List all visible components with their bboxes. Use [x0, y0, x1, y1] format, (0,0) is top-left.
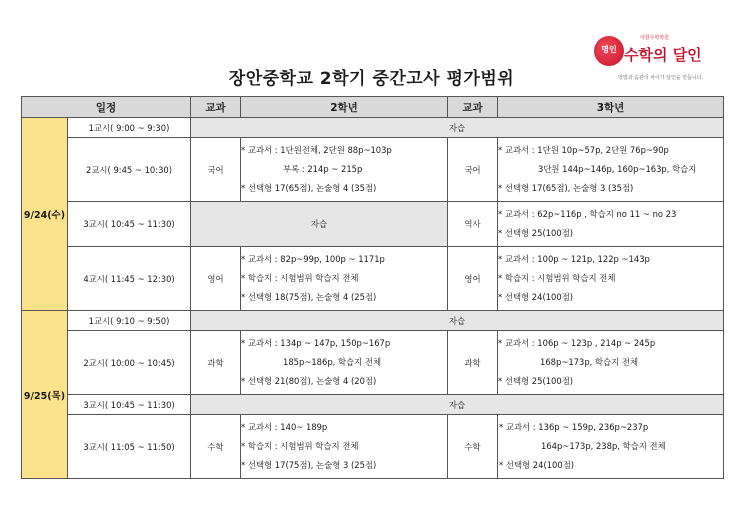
- range-line: * 교과서 : 82p~99p, 100p ~ 1171p: [241, 254, 385, 264]
- self-study: 자습: [191, 311, 724, 331]
- range-g3: [498, 202, 724, 247]
- subject-g3: 국어: [448, 138, 498, 202]
- period-label: 2교시( 10:00 ~ 10:45): [68, 331, 191, 395]
- subject-g2: 국어: [191, 138, 241, 202]
- table-row: [22, 331, 724, 395]
- range-line: * 교과서 : 134p ~ 147p, 150p~167p: [241, 338, 391, 348]
- header-grade3: 3학년: [498, 97, 724, 118]
- self-study: 자습: [191, 395, 724, 415]
- range-line: * 교과서 : 62p~116p , 학습지 no 11 ~ no 23: [498, 209, 677, 219]
- range-line: * 선택형 25(100점): [498, 228, 574, 238]
- range-line: * 선택형 17(65점), 논술형 4 (35점): [241, 183, 377, 193]
- range-line: * 교과서 : 106p ~ 123p , 214p ~ 245p: [498, 338, 656, 348]
- range-g3: [498, 138, 724, 202]
- range-line: * 학습지 : 시험범위 학습지 전체: [241, 441, 359, 451]
- period-label: 3교시( 10:45 ~ 11:30): [68, 395, 191, 415]
- range-line: * 교과서 : 100p ~ 121p, 122p ~143p: [498, 254, 650, 264]
- range-line: 185p~186p, 학습지 전체: [283, 357, 382, 367]
- range-line: * 교과서 : 1단원전체, 2단원 88p~103p: [241, 145, 392, 155]
- range-g2: [241, 331, 448, 395]
- range-line: * 교과서 : 140~ 189p: [241, 422, 328, 432]
- header-subject-g2: 교과: [191, 97, 241, 118]
- period-label: 1교시( 9:10 ~ 9:50): [68, 311, 191, 331]
- range-g2: [241, 247, 448, 311]
- period-label: 1교시( 9:00 ~ 9:30): [68, 118, 191, 138]
- range-line: * 선택형 17(75점), 논술형 3 (25점): [241, 460, 377, 470]
- range-g2: [241, 415, 448, 479]
- exam-date: 9/24(수): [22, 118, 68, 311]
- header-grade2: 2학년: [241, 97, 448, 118]
- period-label: 2교시( 9:45 ~ 10:30): [68, 138, 191, 202]
- range-line: * 교과서 : 1단원 10p~57p, 2단원 76p~90p: [498, 145, 669, 155]
- range-g3: [498, 331, 724, 395]
- logo-small-text: 이한수학학원: [640, 35, 669, 41]
- range-line: * 선택형 24(100점): [498, 292, 574, 302]
- table-row: [22, 247, 724, 311]
- self-study: 자습: [191, 118, 724, 138]
- exam-schedule-table: [21, 96, 724, 479]
- range-g3: [498, 247, 724, 311]
- logo-brand: 수학의 달인: [624, 46, 702, 64]
- range-line: * 선택형 17(65점), 논술형 3 (35점): [498, 183, 634, 193]
- subject-g2: 영어: [191, 247, 241, 311]
- table-row: [22, 415, 724, 479]
- period-label: 3교시( 10:45 ~ 11:30): [68, 202, 191, 247]
- range-g3: [498, 415, 724, 479]
- range-line: 부록 : 214p ~ 215p: [283, 164, 363, 174]
- table-row: [22, 311, 724, 331]
- subject-g2: 과학: [191, 331, 241, 395]
- subject-g2: 수학: [191, 415, 241, 479]
- range-g2: [241, 138, 448, 202]
- range-line: 3단원 144p~146p, 160p~163p, 학습지: [538, 164, 697, 174]
- period-label: 3교시( 11:05 ~ 11:50): [68, 415, 191, 479]
- range-line: * 선택형 24(100점): [499, 460, 575, 470]
- table-row: [22, 202, 724, 247]
- subject-g3: 과학: [448, 331, 498, 395]
- page-title: 장안중학교 2학기 중간고사 평가범위: [228, 69, 515, 89]
- range-line: * 학습지 : 시험범위 학습지 전체: [241, 273, 359, 283]
- subject-g3: 수학: [448, 415, 498, 479]
- range-line: 168p~173p, 학습지 전체: [540, 357, 639, 367]
- table-row: [22, 138, 724, 202]
- logo-tagline: 방법과 습관의 차이가 달인을 만듭니다.: [618, 75, 704, 81]
- period-label: 4교시( 11:45 ~ 12:30): [68, 247, 191, 311]
- range-line: * 교과서 : 136p ~ 159p, 236p~237p: [499, 422, 649, 432]
- header-subject-g3: 교과: [448, 97, 498, 118]
- range-line: 164p~173p, 238p, 학습지 전체: [541, 441, 666, 451]
- academy-logo: [588, 30, 728, 88]
- header-schedule: 일정: [22, 97, 191, 118]
- logo-circle-text: 명인: [601, 45, 617, 54]
- subject-g3: 영어: [448, 247, 498, 311]
- range-line: * 선택형 18(75점), 논술형 4 (25점): [241, 292, 377, 302]
- self-study-g2: 자습: [191, 202, 448, 247]
- table-row: [22, 118, 724, 138]
- range-line: * 선택형 21(80점), 논술형 4 (20점): [241, 376, 377, 386]
- table-row: [22, 395, 724, 415]
- exam-date: 9/25(목): [22, 311, 68, 479]
- subject-g3: 역사: [448, 202, 498, 247]
- range-line: * 선택형 25(100점): [498, 376, 574, 386]
- header-row: [22, 97, 724, 118]
- range-line: * 학습지 : 시험범위 학습지 전체: [498, 273, 616, 283]
